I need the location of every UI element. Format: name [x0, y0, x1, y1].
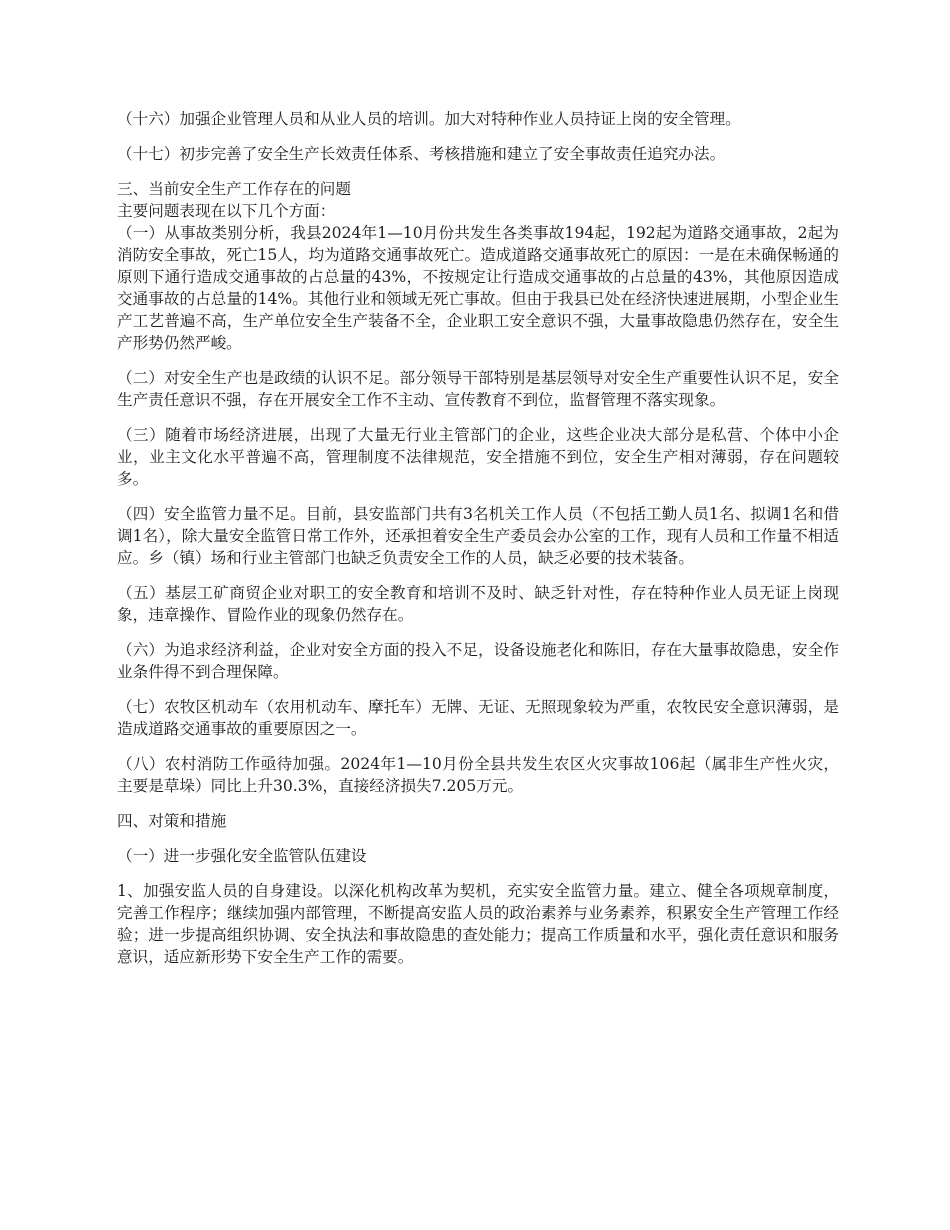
subsection-heading-1: （一）进一步强化安全监管队伍建设: [117, 847, 367, 865]
document-body: [117, 108, 839, 981]
paragraph-16: （十六）加强企业管理人员和从业人员的培训。加大对特种作业人员持证上岗的安全管理。: [117, 110, 741, 128]
intro-line: 主要问题表现在以下几个方面：: [117, 202, 336, 220]
problem-1: （一）从事故类别分析，我县2024年1—10月份共发生各类事故194起，192起为道路交通事故，2起为消防安全事故，死亡15人，均为道路交通事故死亡。造成道路交通事故死亡的原因：一是在未确保畅通的原则下通行造成交通事故的占总量的43%，不按规定让行造成交通事故的占总量的43%，其他原因造成交通事故的占总量的14%。其他行业和领域无死亡事故。但由于我县已处在经济快速进展期，小型企业生产工艺普遍不高，生产单位安全生产装备不全，企业职工安全意识不强，大量事故隐患仍然存在，安全生产形势仍然严峻。: [117, 224, 839, 352]
problem-6: （六）为追求经济利益，企业对安全方面的投入不足，设备设施老化和陈旧，存在大量事故隐患，安全作业条件得不到合理保障。: [117, 641, 839, 681]
problem-7: （七）农牧区机动车（农用机动车、摩托车）无牌、无证、无照现象较为严重，农牧民安全意识薄弱，是造成道路交通事故的重要原因之一。: [117, 698, 839, 738]
problem-4: （四）安全监管力量不足。目前，县安监部门共有3名机关工作人员（不包括工勤人员1名、拟调1名和借调1名），除大量安全监管日常工作外，还承担着安全生产委员会办公室的工作，现有人员和工作量不相适应。乡（镇）场和行业主管部门也缺乏负责安全工作的人员，缺乏必要的技术装备。: [117, 505, 839, 567]
paragraph-17: （十七）初步完善了安全生产长效责任体系、考核措施和建立了安全事故责任追究办法。: [117, 145, 726, 163]
measure-1: 1、加强安监人员的自身建设。以深化机构改革为契机，充实安全监管力量。建立、健全各项规章制度，完善工作程序；继续加强内部管理，不断提高安监人员的政治素养与业务素养，积累安全生产管理工作经验；进一步提高组织协调、安全执法和事故隐患的查处能力；提高工作质量和水平，强化责任意识和服务意识，适应新形势下安全生产工作的需要。: [117, 882, 839, 966]
section-heading-3: 三、当前安全生产工作存在的问题: [117, 180, 351, 198]
problem-8: （八）农村消防工作亟待加强。2024年1—10月份全县共发生农区火灾事故106起（属非生产性火灾，主要是草垛）同比上升30.3%，直接经济损失7.205万元。: [117, 755, 839, 795]
problem-2: （二）对安全生产也是政绩的认识不足。部分领导干部特别是基层领导对安全生产重要性认识不足，安全生产责任意识不强，存在开展安全工作不主动、宣传教育不到位，监督管理不落实现象。: [117, 369, 839, 409]
problem-3: （三）随着市场经济进展，出现了大量无行业主管部门的企业，这些企业决大部分是私营、个体中小企业，业主文化水平普遍不高，管理制度不法律规范，安全措施不到位，安全生产相对薄弱，存在问题较多。: [117, 426, 839, 488]
problem-5: （五）基层工矿商贸企业对职工的安全教育和培训不及时、缺乏针对性，存在特种作业人员无证上岗现象，违章操作、冒险作业的现象仍然存在。: [117, 584, 839, 624]
section-heading-4: 四、对策和措施: [117, 812, 227, 830]
